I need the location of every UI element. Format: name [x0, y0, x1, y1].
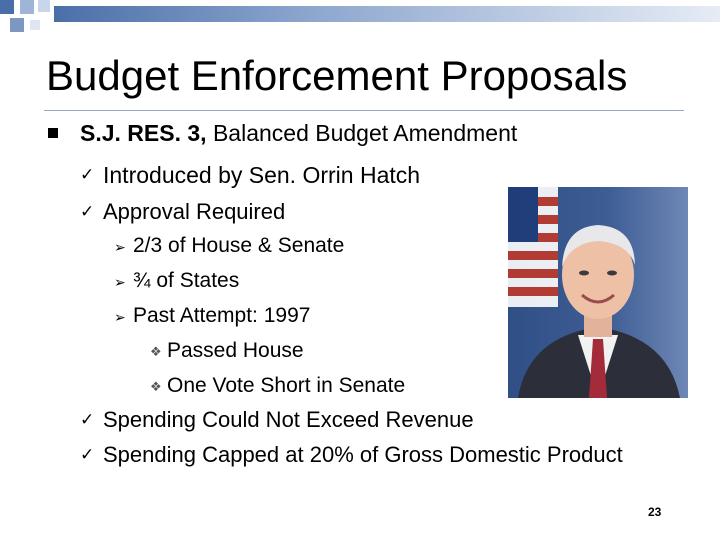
- arrow-icon: ➢: [114, 239, 126, 255]
- bullet-approval: Approval Required: [103, 199, 286, 224]
- slide-title: Budget Enforcement Proposals: [46, 52, 628, 99]
- decorative-banner: [0, 0, 720, 36]
- page-number: 23: [648, 505, 662, 519]
- resolution-number: S.J. RES. 3,: [80, 120, 207, 146]
- arrow-icon: ➢: [114, 274, 126, 290]
- diamond-icon: ❖: [150, 379, 162, 394]
- bullet-introduced: Introduced by Sen. Orrin Hatch: [103, 162, 421, 188]
- check-icon: ✓: [80, 165, 95, 184]
- bullet-spending-capped: Spending Capped at 20% of Gross Domestic Product: [103, 442, 623, 467]
- banner-square: [30, 20, 40, 30]
- bullet-past-attempt: Past Attempt: 1997: [133, 304, 311, 327]
- check-icon: ✓: [80, 445, 95, 464]
- diamond-icon: ❖: [150, 344, 162, 359]
- flag: [508, 187, 558, 307]
- banner-square: [10, 18, 24, 32]
- bullet-states: ¾ of States: [133, 269, 240, 292]
- arrow-icon: ➢: [114, 309, 126, 325]
- banner-square: [38, 0, 50, 12]
- title-divider: [44, 110, 684, 111]
- banner-square: [20, 0, 34, 14]
- banner-gradient-bar: [54, 6, 720, 22]
- check-icon: ✓: [80, 202, 95, 221]
- bullet-sjres3: [80, 118, 517, 148]
- bullet-one-vote-short: One Vote Short in Senate: [167, 374, 406, 397]
- bullet-house-senate: 2/3 of House & Senate: [133, 234, 345, 257]
- bullet-passed-house: Passed House: [167, 339, 304, 362]
- check-icon: ✓: [80, 410, 95, 429]
- bullet-spending-revenue: Spending Could Not Exceed Revenue: [103, 407, 474, 432]
- banner-square: [0, 0, 14, 14]
- resolution-name: Balanced Budget Amendment: [206, 120, 518, 146]
- portrait-photo: [508, 187, 688, 398]
- square-bullet-icon: [48, 128, 58, 138]
